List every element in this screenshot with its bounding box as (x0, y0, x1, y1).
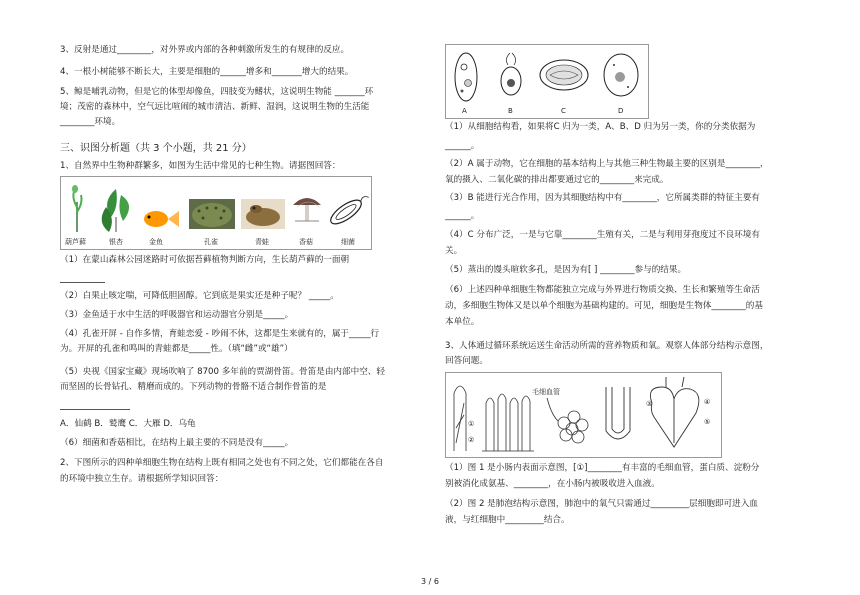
s1-intro: 1、自然界中生物种群繁多，如图为生活中常见的七种生物。请据图回答： (60, 161, 341, 171)
section-3-title: 三、识图分析题（共 3 个小题，共 21 分） (60, 143, 252, 154)
s1-q1: （1）在蒙山森林公园迷路时可依据苔藓植物判断方向，生长葫芦藓的一面朝 (60, 255, 350, 265)
s1-q5-options: A．仙鹤 B．鹫鹰 C．大雁 D．乌龟 (60, 419, 196, 429)
nephron-icon (606, 387, 630, 439)
s3-q2-line1: （2）图 2 是肺泡结构示意图，肺泡中的氧气只需通过_________层细胞即可进入血 (445, 499, 758, 509)
r-q1-line2: ______。 (445, 141, 480, 151)
organism-labels (61, 237, 371, 249)
figure-marker: ④ (704, 398, 711, 406)
page-number: 3 / 6 (421, 577, 439, 586)
organism-label: 金鱼 (149, 238, 163, 246)
bacteria-icon (327, 191, 371, 228)
organism-label: 香菇 (299, 238, 313, 246)
figure-marker: ⑤ (704, 418, 711, 426)
s1-q5-line1: （5）央视《国家宝藏》现场吹响了 8700 多年前的贾湖骨笛。骨笛是由内部中空、轻 (60, 367, 385, 377)
organism-label: 细菌 (341, 238, 355, 246)
ginkgo-icon (102, 189, 129, 232)
organism-label: 葫芦藓 (65, 238, 86, 246)
question-4: 4、一根小树能够不断长大，主要是细胞的______增多和_______增大的结果。 (60, 67, 354, 77)
capillary-label: 毛细血管 (532, 388, 560, 396)
r-q4-line2: 关。 (445, 246, 463, 256)
figure-marker: ① (468, 420, 475, 428)
s1-q5-line2: 而坚固的长骨钻孔、精磨而成的。下列动物的骨骼不适合制作骨笛的是 (60, 382, 327, 392)
r-q4-line1: （4）C 分布广泛，一是与它靠________生殖有关，二是与利用芽孢度过不良环境有 (445, 230, 760, 240)
answer-line (60, 409, 130, 410)
s3-q2-line2: 液，与红细胞中_________结合。 (445, 515, 570, 525)
mushroom-icon (293, 198, 321, 221)
organisms-figure (60, 176, 372, 250)
single-cell-figure (445, 44, 649, 119)
question-5-line1: 5、鲸是哺乳动物，但是它的体型却像鱼，四肢变为鳍状，这说明生物能 _______环 (60, 87, 374, 97)
r-q2-line2: 氧的摄入、二氧化碳的排出都要通过它的________来完成。 (445, 175, 669, 185)
cell-label: D (618, 107, 624, 115)
figure-marker: ② (468, 436, 475, 444)
question-5-line3: ________环境。 (60, 117, 121, 127)
chlamydomonas-icon (501, 53, 521, 95)
r-q1-line1: （1）从细胞结构看，如果将C 归为一类，A、B、D 归为另一类，你的分类依据为 (445, 122, 756, 132)
organism-label: 银杏 (109, 238, 123, 246)
frog-icon (241, 199, 285, 229)
r-q6-line2: 动，多细胞生物体又是以单个细胞为基础构建的。可见，细胞是生物体________的基 (445, 301, 763, 311)
intestine-villi-icon (454, 386, 534, 451)
organism-label: 孔雀 (204, 238, 218, 246)
circulation-illustration (446, 373, 721, 457)
question-5-line2: 境；茂密的森林中，空气远比喧闹的城市清洁、新鲜、湿润，这说明生物的生活能 (60, 102, 370, 112)
answer-line (60, 282, 105, 283)
s3-intro-line2: 回答问题。 (445, 356, 488, 366)
s3-intro-line1: 3、人体通过循环系统运送生命活动所需的营养物质和氧。观察人体部分结构示意图， (445, 341, 769, 351)
yeast-icon (604, 54, 638, 96)
cell-label: B (508, 107, 513, 115)
r-q6-line3: 本单位。 (445, 317, 480, 327)
organism-label: 青蛙 (255, 238, 269, 246)
bacterium-icon (540, 60, 588, 90)
figure-marker: ③ (646, 400, 653, 408)
cell-label: C (561, 107, 566, 115)
goldfish-icon (144, 211, 179, 227)
moss-icon (72, 185, 82, 232)
s2-intro-line1: 2、下图所示的四种单细胞生物在结构上既有相同之处也有不同之处，它们都能在各自 (60, 458, 384, 468)
s3-q1-line1: （1）图 1 是小肠内表面示意图，[①]________有丰富的毛细血管，蛋白质、淀粉分 (445, 463, 760, 473)
paramecium-icon (455, 53, 477, 101)
r-q5: （5）蒸出的馒头暄软多孔，是因为有[ ] ________参与的结果。 (445, 265, 687, 275)
r-q3-line2: ______。 (445, 211, 480, 221)
s1-q4-line2: 为。开屏的孔雀和鸣叫的青蛙都是_____性。（填“雌”或“雄”） (60, 344, 293, 354)
alveoli-icon (546, 393, 588, 443)
s1-q3: （3）金鱼适于水中生活的呼吸器官和运动器官分别是_____。 (60, 310, 294, 320)
s3-q1-line2: 别被消化成氨基、________，在小肠内被吸收进入血液。 (445, 479, 660, 489)
r-q6-line1: （6）上述四种单细胞生物都能独立完成与外界进行物质交换、生长和繁殖等生命活 (445, 285, 760, 295)
peacock-icon (189, 199, 235, 229)
cell-label: A (462, 107, 467, 115)
r-q2-line1: （2）A 属于动物，它在细胞的基本结构上与其他三种生物最主要的区别是________， (445, 159, 769, 169)
circulation-figure (445, 372, 722, 458)
s1-q6: （6）细菌和香菇相比，在结构上最主要的不同是没有_____。 (60, 438, 294, 448)
s1-q2: （2）白果止咳定喘，可降低胆固醇。它到底是果实还是种子呢？ _____。 (60, 291, 339, 301)
s1-q4-line1: （4）孔雀开屏 - 自作多情，育蛙恋爱 - 吵闹不休，这都是生来就有的，属于_____行 (60, 329, 380, 339)
r-q3-line1: （3）B 能进行光合作用，因为其细胞结构中有________，它所属类群的特征主要有 (445, 193, 760, 203)
heart-icon (650, 377, 699, 447)
question-3: 3、反射是通过________，对外界或内部的各种刺激所发生的有规律的反应。 (60, 45, 350, 55)
s2-intro-line2: 的环境中独立生存。请根据所学知识回答： (60, 474, 224, 484)
